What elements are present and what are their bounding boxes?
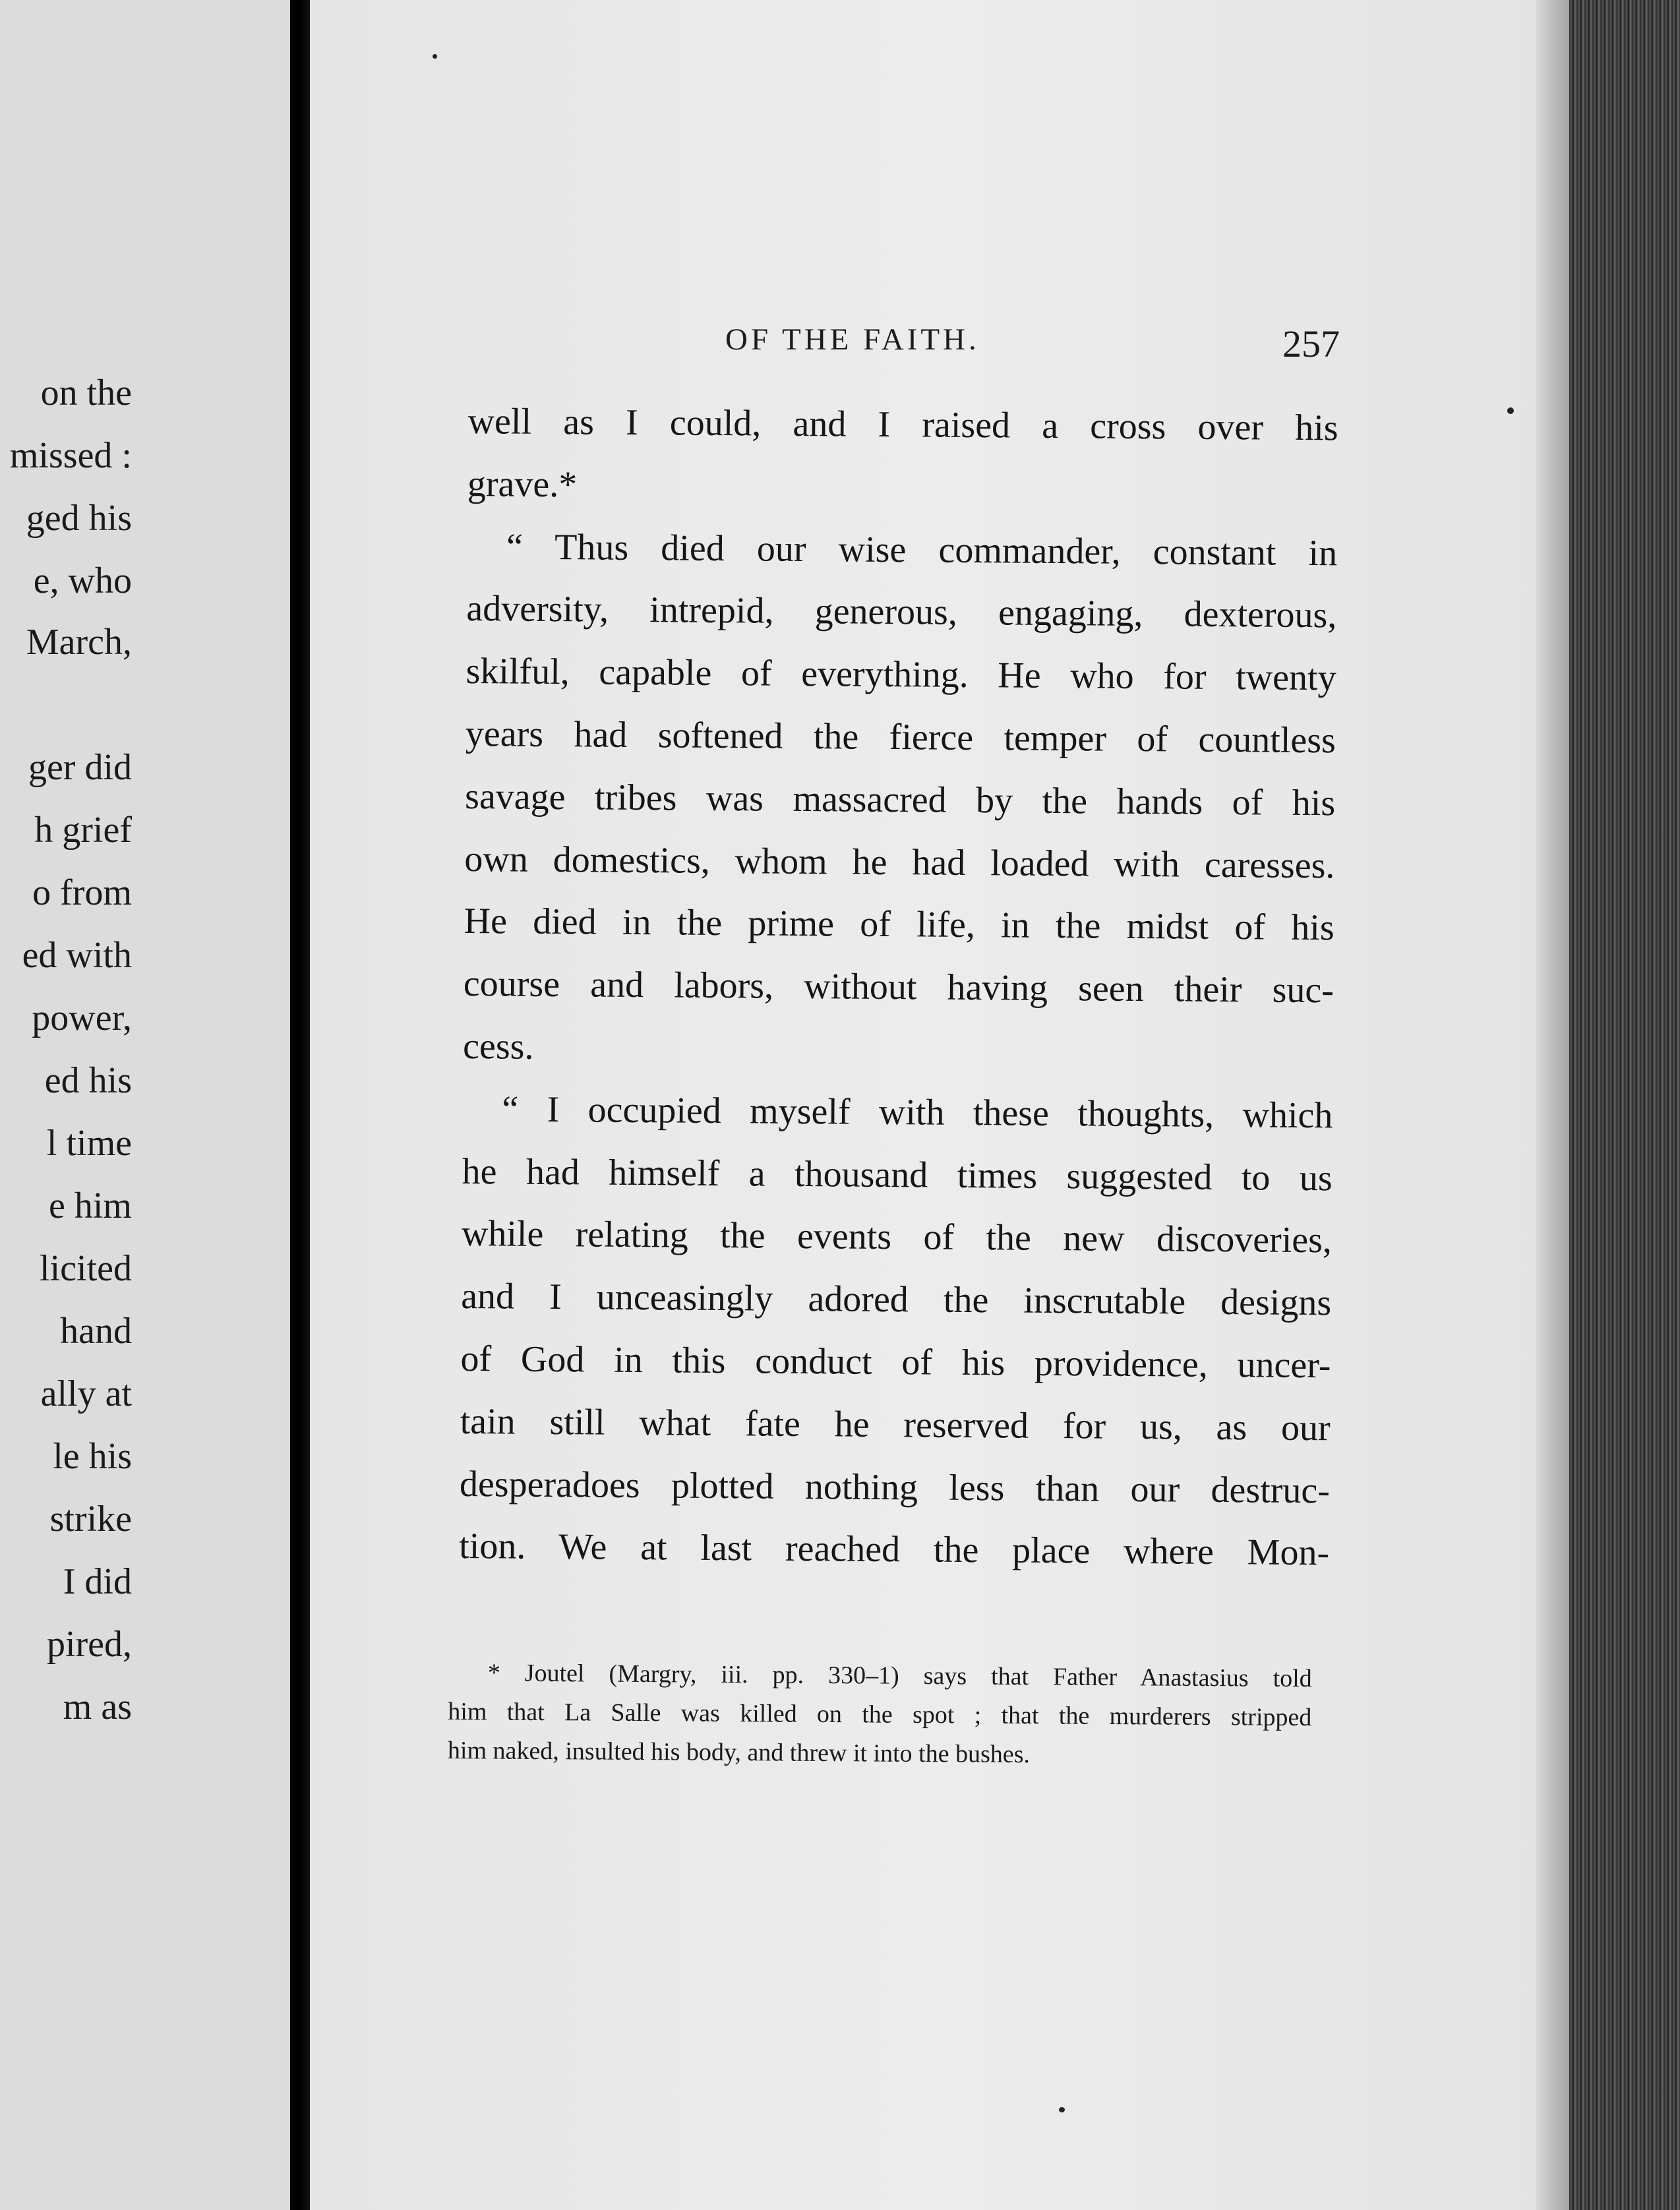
- left-line-fragment: ged his: [26, 498, 132, 539]
- left-line-fragment: licited: [40, 1248, 132, 1289]
- left-line-fragment: l time: [46, 1123, 132, 1164]
- text-line: savage tribes was massacred by the hands of his: [464, 775, 1336, 824]
- left-facing-page: [0, 0, 295, 2210]
- left-line-fragment: ed his: [44, 1060, 132, 1101]
- left-line-fragment: e him: [49, 1185, 132, 1226]
- left-line-fragment: m as: [63, 1687, 132, 1727]
- left-line-fragment: h grief: [34, 810, 132, 851]
- text-line: grave.*: [467, 463, 578, 506]
- footnote-line: him naked, insulted his body, and threw it into the bushes.: [447, 1736, 1031, 1769]
- left-line-fragment: le his: [53, 1436, 132, 1477]
- page-number: 257: [1282, 322, 1340, 365]
- running-head: OF THE FAITH.: [725, 322, 980, 357]
- text-line: years had softened the fierce temper of countless: [465, 713, 1336, 762]
- text-line: of God in this conduct of his providence, uncer-: [460, 1338, 1331, 1387]
- text-line: adversity, intrepid, generous, engaging, dexterous,: [466, 588, 1337, 636]
- scan-speck: [1059, 2107, 1065, 2112]
- text-line: tion. We at last reached the place where Mon-: [458, 1526, 1330, 1574]
- footnote-line: * Joutel (Margry, iii. pp. 330–1) says that Father Anastasius told: [487, 1659, 1312, 1693]
- text-line: well as I could, and I raised a cross over his: [467, 400, 1338, 449]
- left-line-fragment: strike: [49, 1499, 132, 1539]
- text-line: “ I occupied myself with these thoughts, which: [502, 1089, 1333, 1137]
- text-line: cess.: [462, 1025, 534, 1067]
- left-line-fragment: ed with: [22, 935, 132, 976]
- left-line-fragment: on the: [40, 373, 132, 413]
- text-line: while relating the events of the new discoveries,: [461, 1213, 1333, 1261]
- footnote: [448, 1654, 1312, 1776]
- text-line: desperadoes plotted nothing less than our destruc-: [459, 1463, 1331, 1511]
- left-line-fragment: pired,: [46, 1624, 132, 1665]
- text-line: skilful, capable of everything. He who for twenty: [465, 651, 1336, 699]
- text-line: and I unceasingly adored the inscrutable designs: [460, 1276, 1332, 1324]
- left-line-fragment: ally at: [40, 1373, 132, 1414]
- scan-speck: [1507, 407, 1514, 414]
- text-line: He died in the prime of life, in the midst of his: [464, 901, 1335, 949]
- body-text: [459, 390, 1338, 1584]
- text-line: he had himself a thousand times suggested to us: [462, 1150, 1333, 1199]
- scan-speck: [433, 54, 437, 59]
- left-line-fragment: missed :: [9, 435, 132, 476]
- text-line: “ Thus died our wise commander, constant in: [506, 526, 1338, 574]
- left-line-fragment: power,: [32, 998, 132, 1038]
- left-line-fragment: March,: [26, 622, 132, 663]
- left-line-fragment: o from: [32, 872, 132, 913]
- left-line-fragment: I did: [63, 1561, 132, 1602]
- left-line-fragment: e, who: [33, 560, 132, 601]
- text-line: own domestics, whom he had loaded with caresses.: [464, 838, 1335, 886]
- text-line: tain still what fate he reserved for us, as our: [460, 1400, 1331, 1449]
- footnote-line: him that La Salle was killed on the spot ; that the murderers stripped: [448, 1697, 1312, 1732]
- left-line-fragment: ger did: [28, 747, 132, 788]
- left-line-fragment: hand: [60, 1311, 132, 1352]
- book-fore-edge: [1569, 0, 1680, 2210]
- text-line: course and labors, without having seen their suc-: [463, 963, 1335, 1011]
